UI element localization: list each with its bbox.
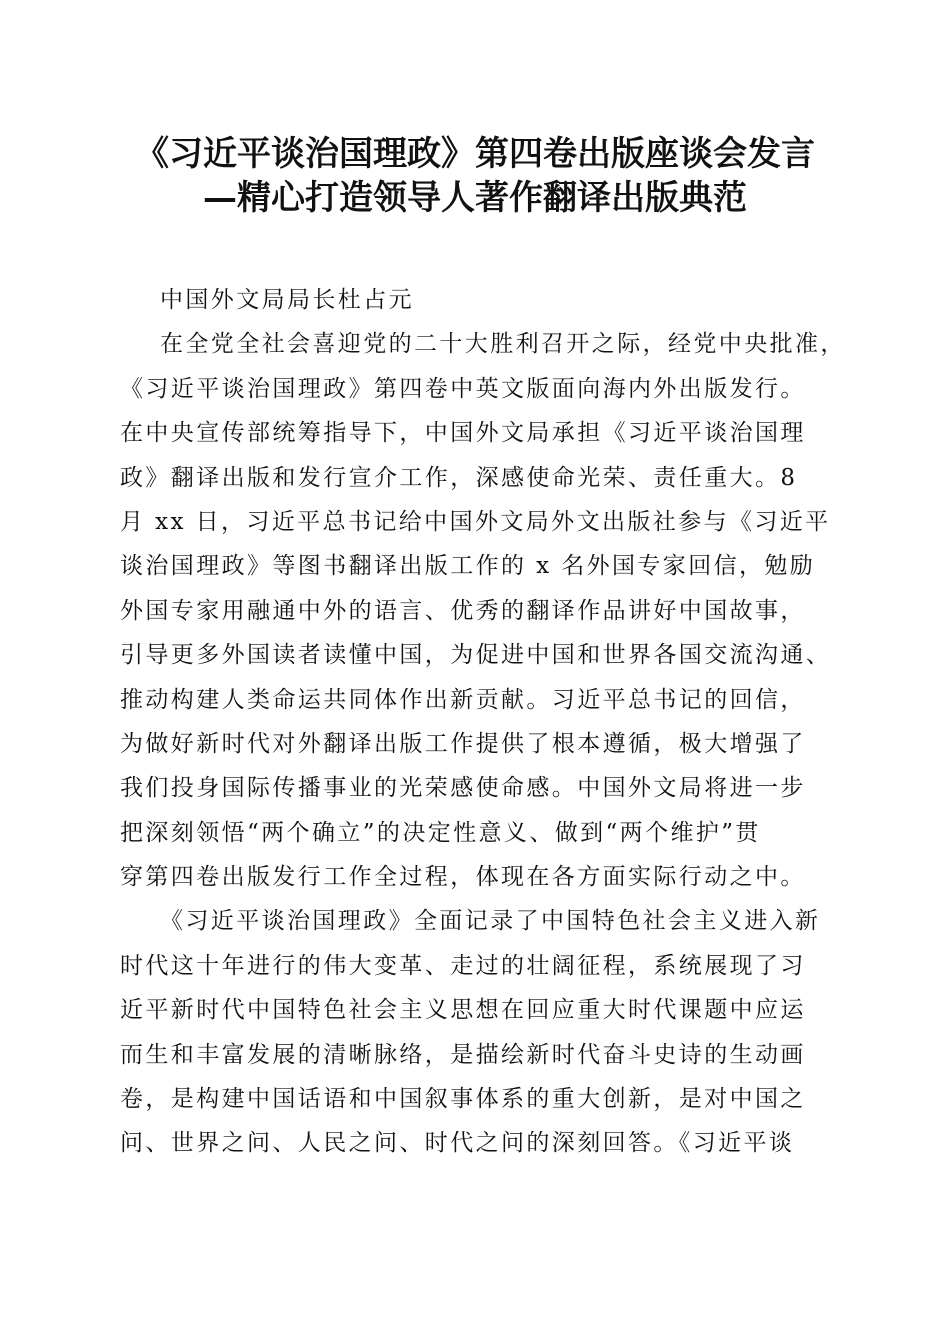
author-line: 中国外文局局长杜占元 — [160, 287, 414, 313]
text-line: 月 xx 日，习近平总书记给中国外文局外文出版社参与《习近平 — [120, 508, 831, 535]
text-line: 而生和丰富发展的清晰脉络，是描绘新时代奋斗史诗的生动画 — [120, 1041, 806, 1068]
title-line-2: —精心打造领导人著作翻译出版典范 — [203, 178, 747, 218]
text-line: 在全党全社会喜迎党的二十大胜利召开之际，经党中央批准， — [160, 331, 846, 358]
text-line: 把深刻领悟“两个确立”的决定性意义、做到“两个维护”贯 — [120, 819, 761, 846]
title-line-1: 《习近平谈治国理政》第四卷出版座谈会发言 — [135, 134, 815, 174]
text-line: 政》翻译出版和发行宣介工作，深感使命光荣、责任重大。8 — [120, 464, 798, 491]
text-line: 在中央宣传部统筹指导下，中国外文局承担《习近平谈治国理 — [120, 420, 806, 447]
text-line: 《习近平谈治国理政》第四卷中英文版面向海内外出版发行。 — [120, 375, 806, 402]
text-line: 引导更多外国读者读懂中国，为促进中国和世界各国交流沟通、 — [120, 642, 832, 669]
text-line: 外国专家用融通中外的语言、优秀的翻译作品讲好中国故事， — [120, 597, 806, 624]
document-title — [100, 132, 850, 220]
text-line: 推动构建人类命运共同体作出新贡献。习近平总书记的回信， — [120, 686, 806, 713]
text-line: 时代这十年进行的伟大变革、走过的壮阔征程，系统展现了习 — [120, 952, 806, 979]
text-line: 近平新时代中国特色社会主义思想在回应重大时代课题中应运 — [120, 997, 806, 1024]
text-line: 为做好新时代对外翻译出版工作提供了根本遵循，极大增强了 — [120, 730, 806, 757]
text-line: 《习近平谈治国理政》全面记录了中国特色社会主义进入新 — [160, 908, 821, 935]
text-line: 穿第四卷出版发行工作全过程，体现在各方面实际行动之中。 — [120, 864, 806, 891]
text-line: 问、世界之问、人民之问、时代之问的深刻回答。《习近平谈 — [120, 1130, 795, 1157]
text-line: 卷，是构建中国话语和中国叙事体系的重大创新，是对中国之 — [120, 1086, 806, 1113]
text-line: 我们投身国际传播事业的光荣感使命感。中国外文局将进一步 — [120, 775, 806, 802]
document-body — [120, 278, 846, 1166]
text-line: 谈治国理政》等图书翻译出版工作的 x 名外国专家回信，勉励 — [120, 553, 816, 580]
